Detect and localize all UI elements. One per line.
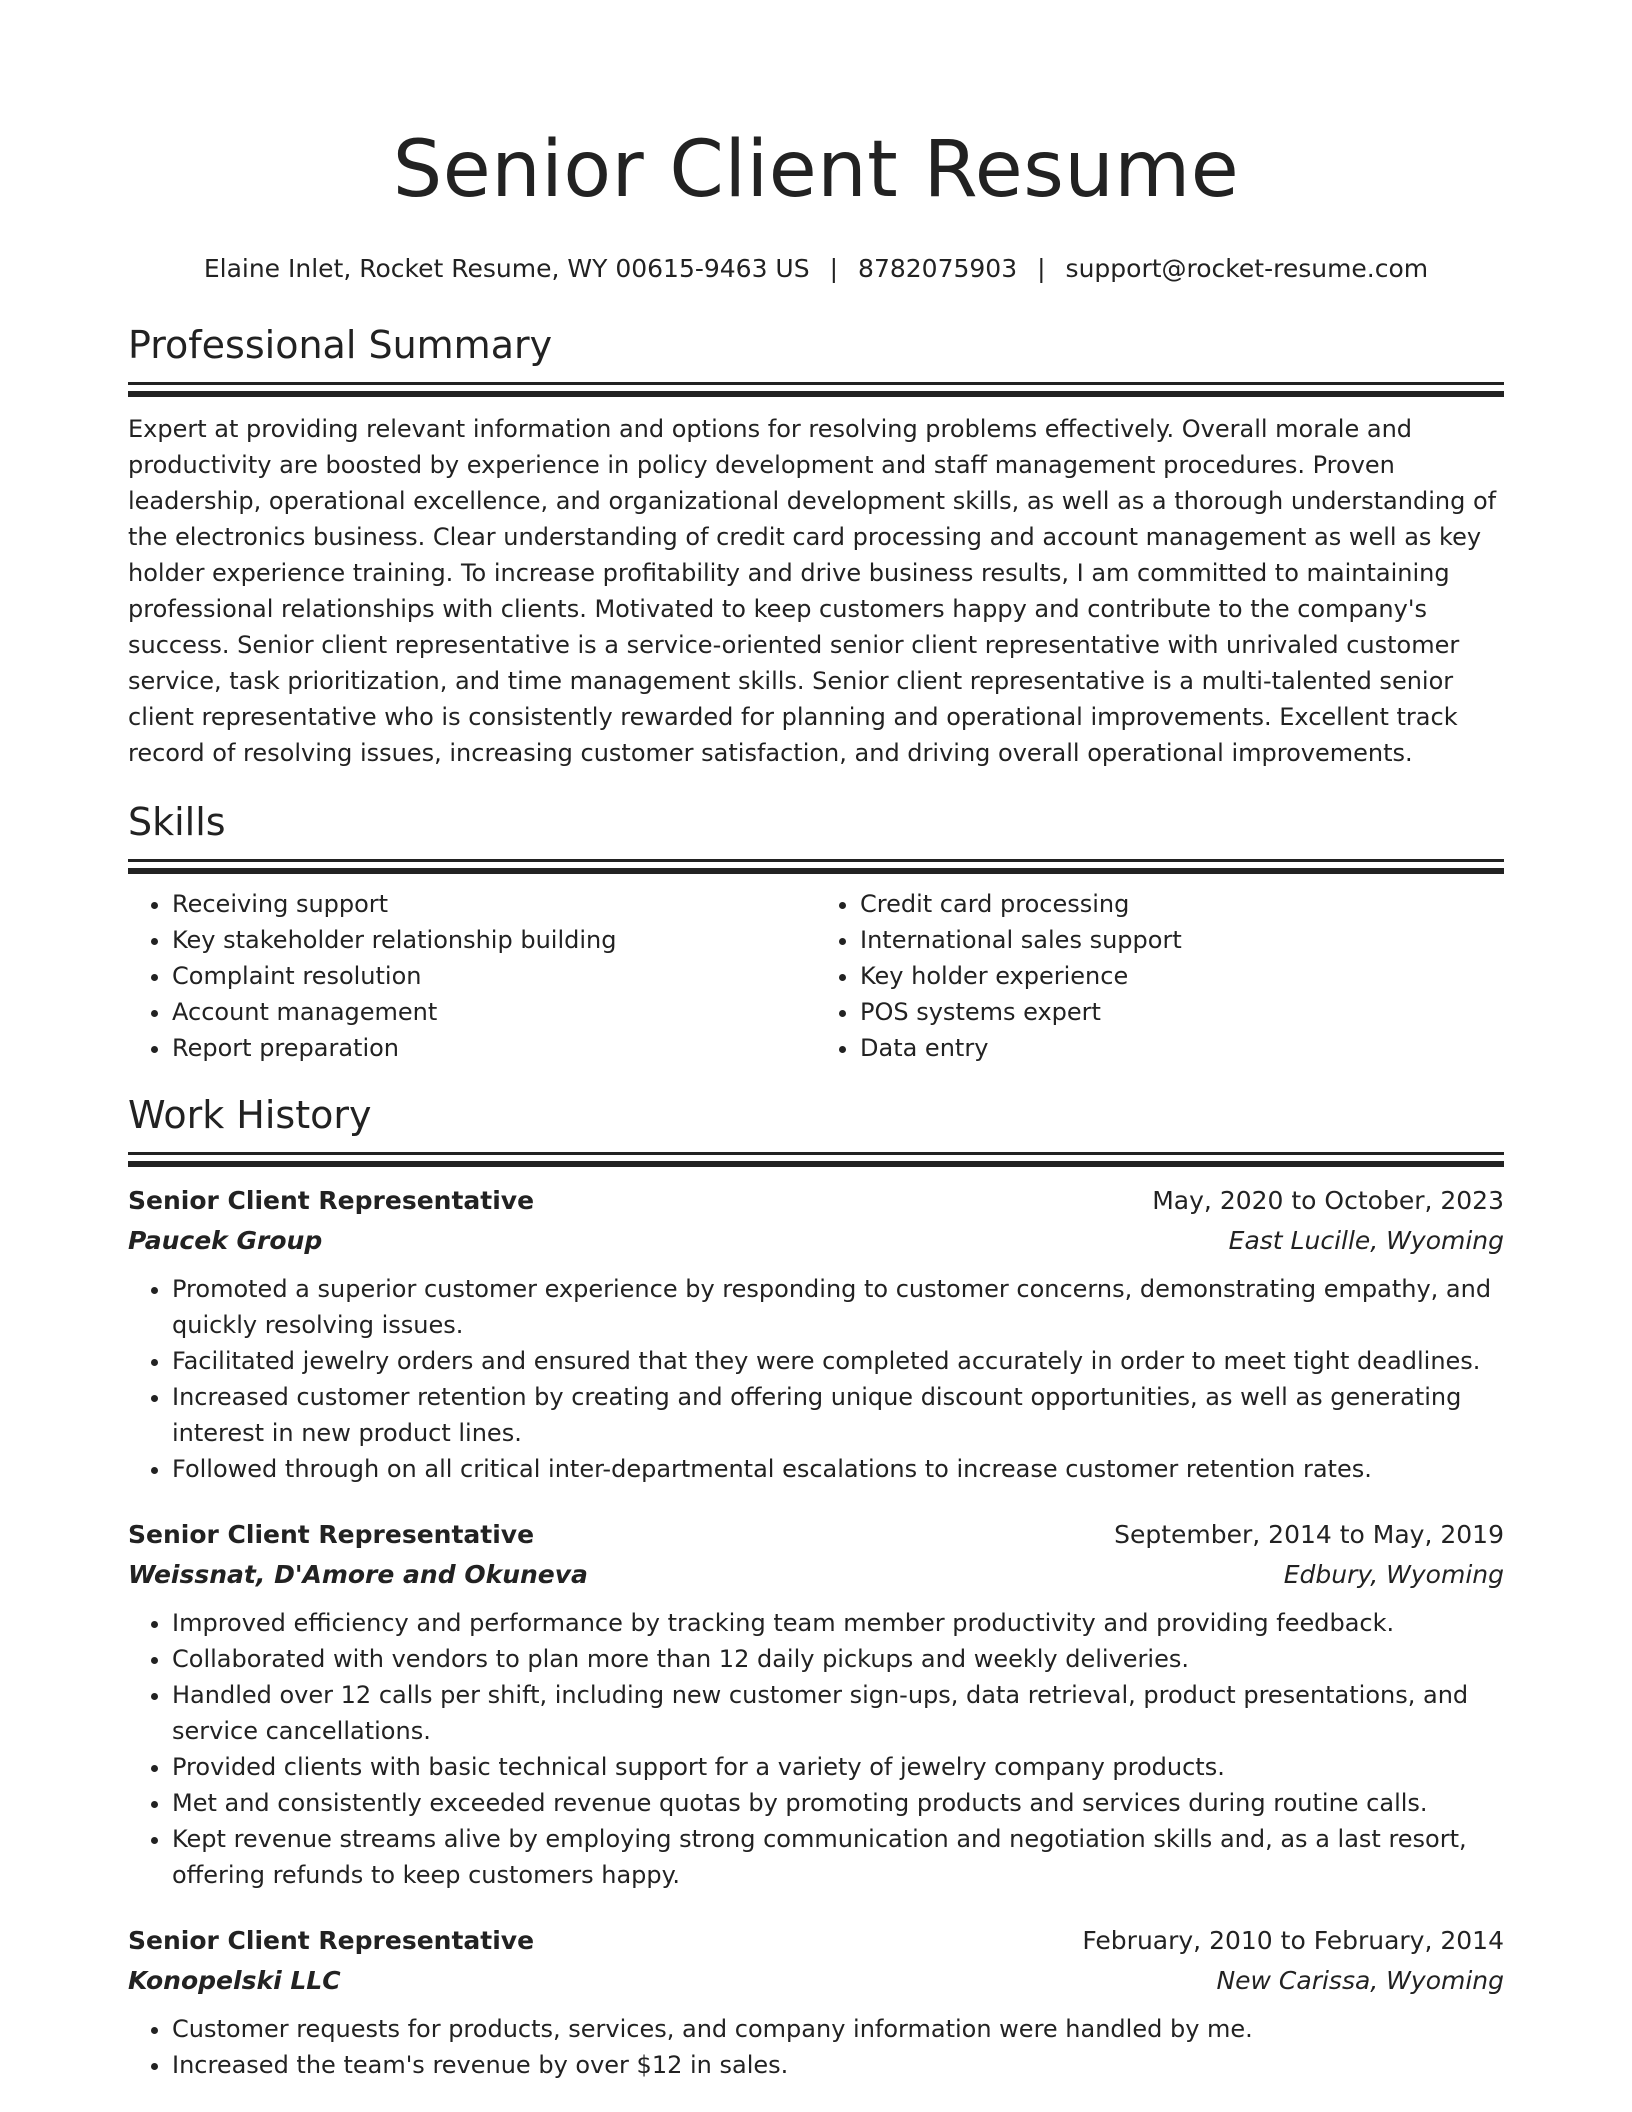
section-divider-thick xyxy=(128,1161,1504,1167)
skill-item: • Credit card processing xyxy=(860,886,1504,922)
contact-phone: 8782075903 xyxy=(858,254,1018,283)
job-bullets xyxy=(128,1605,1504,1893)
contact-line xyxy=(128,252,1504,286)
section-divider xyxy=(128,1152,1504,1155)
job-dates: February, 2010 to February, 2014 xyxy=(1082,1926,1504,1955)
skills-section xyxy=(128,797,1504,1066)
job-bullet: • Followed through on all critical inter-departmental escalations to increase customer retention rates. xyxy=(172,1451,1504,1487)
job-header xyxy=(128,1921,1504,1961)
job-bullets xyxy=(128,2011,1504,2083)
summary-text: Expert at providing relevant information and options for resolving problems effectively. Overall morale and productivity are boosted by experience in policy development and staff management procedures. Proven leadership, operational excellence, and organizational development skills, as well as a thorough understanding of the electronics business. Clear understanding of credit card processing and account management as well as key holder experience training. To increase profitability and drive business results, I am committed to maintaining professional relationships with clients. Motivated to keep customers happy and contribute to the company's success. Senior client representative is a service-oriented senior client representative with unrivaled customer service, task prioritization, and time management skills. Senior client representative is a multi-talented senior client representative who is consistently rewarded for planning and operational improvements. Excellent track record of resolving issues, increasing customer satisfaction, and driving overall operational improvements. xyxy=(128,415,1497,767)
job-title: Senior Client Representative xyxy=(128,1186,535,1215)
job-company: Weissnat, D'Amore and Okuneva xyxy=(128,1560,588,1589)
skill-item: • POS systems expert xyxy=(860,994,1504,1030)
job-bullet: • Collaborated with vendors to plan more than 12 daily pickups and weekly deliveries. xyxy=(172,1641,1504,1677)
job-bullet: • Increased the team's revenue by over $12 in sales. xyxy=(172,2047,1504,2083)
job-company: Paucek Group xyxy=(128,1226,323,1255)
job-location: New Carissa, Wyoming xyxy=(1216,1966,1504,1995)
section-divider-thick xyxy=(128,868,1504,874)
job-title: Senior Client Representative xyxy=(128,1926,535,1955)
job-bullet: • Provided clients with basic technical support for a variety of jewelry company products. xyxy=(172,1749,1504,1785)
section-divider xyxy=(128,859,1504,862)
skill-item: • International sales support xyxy=(860,922,1504,958)
job-bullet: • Promoted a superior customer experience by responding to customer concerns, demonstrating empathy, and quickly resolving issues. xyxy=(172,1271,1504,1343)
skills-list xyxy=(128,886,1504,1066)
job-bullet: • Kept revenue streams alive by employing strong communication and negotiation skills and, as a last resort, offering refunds to keep customers happy. xyxy=(172,1821,1504,1893)
skill-item: • Key stakeholder relationship building xyxy=(172,922,816,958)
skills-column-left xyxy=(128,886,816,1066)
resume-title: Senior Client Resume xyxy=(392,125,1240,215)
job-bullet: • Improved efficiency and performance by tracking team member productivity and providing feedback. xyxy=(172,1605,1504,1641)
skill-item: • Report preparation xyxy=(172,1030,816,1066)
skills-column-right xyxy=(816,886,1504,1066)
job-dates: May, 2020 to October, 2023 xyxy=(1152,1186,1504,1215)
contact-email: support@rocket-resume.com xyxy=(1065,254,1429,283)
skill-item: • Complaint resolution xyxy=(172,958,816,994)
job-header xyxy=(128,1515,1504,1555)
job-company: Konopelski LLC xyxy=(128,1966,341,1995)
job-bullet: • Customer requests for products, services, and company information were handled by me. xyxy=(172,2011,1504,2047)
job-subheader xyxy=(128,1555,1504,1595)
job-location: East Lucille, Wyoming xyxy=(1228,1226,1504,1255)
contact-separator: | xyxy=(1037,254,1046,283)
contact-separator: | xyxy=(829,254,839,283)
skills-heading: Skills xyxy=(128,800,226,844)
skill-item: • Data entry xyxy=(860,1030,1504,1066)
job-title: Senior Client Representative xyxy=(128,1520,535,1549)
job-subheader xyxy=(128,1221,1504,1261)
work-history-section xyxy=(128,1090,1504,2083)
job-header xyxy=(128,1181,1504,1221)
job-bullet: • Met and consistently exceeded revenue quotas by promoting products and services during routine calls. xyxy=(172,1785,1504,1821)
summary-section xyxy=(128,320,1504,771)
skill-item: • Account management xyxy=(172,994,816,1030)
skill-item: • Receiving support xyxy=(172,886,816,922)
job-entry xyxy=(128,1515,1504,1893)
job-bullet: • Handled over 12 calls per shift, including new customer sign-ups, data retrieval, product presentations, and service cancellations. xyxy=(172,1677,1504,1749)
job-subheader xyxy=(128,1961,1504,2001)
section-divider xyxy=(128,382,1504,385)
summary-heading: Professional Summary xyxy=(128,323,553,367)
skill-item: • Key holder experience xyxy=(860,958,1504,994)
job-dates: September, 2014 to May, 2019 xyxy=(1114,1520,1504,1549)
job-entry xyxy=(128,1181,1504,1487)
job-location: Edbury, Wyoming xyxy=(1283,1560,1504,1589)
job-bullets xyxy=(128,1271,1504,1487)
job-bullet: • Facilitated jewelry orders and ensured that they were completed accurately in order to meet tight deadlines. xyxy=(172,1343,1504,1379)
job-entry xyxy=(128,1921,1504,2083)
contact-address: Elaine Inlet, Rocket Resume, WY 00615-9463 US xyxy=(203,254,810,283)
job-bullet: • Increased customer retention by creating and offering unique discount opportunities, as well as generating interest in new product lines. xyxy=(172,1379,1504,1451)
section-divider-thick xyxy=(128,391,1504,397)
work-history-heading: Work History xyxy=(128,1093,372,1137)
